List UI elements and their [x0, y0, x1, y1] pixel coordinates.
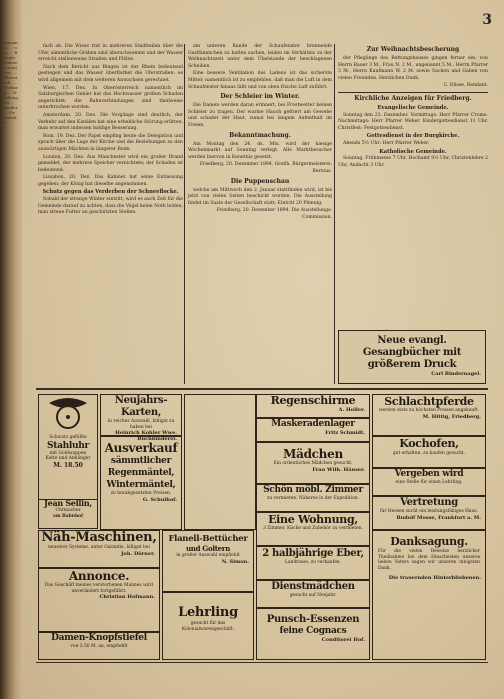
column-divider [334, 44, 335, 384]
ad-signature: Christian Hofmann. [99, 594, 155, 601]
news-paragraph: Eine bessere Ventilation des Ladens ist das sicherste Mittel; namentlich ist zu empfehlen, daß man die Luft in dem Schaufenster hinaus läßt und von oben frische Luft zuführt. [188, 71, 332, 90]
ad-title: Neujahrs-Karten, [114, 395, 168, 418]
section-heading: Schutz gegen das Verderben der Schneeflocke. [42, 189, 179, 196]
ad-title: Stahluhr [47, 440, 89, 451]
ad-signature: Conditorei Hof. [321, 637, 365, 643]
ad-annonce [38, 568, 160, 632]
ad-gesangbuecher [338, 330, 486, 384]
ad-title: Ausverkauf [104, 441, 178, 455]
ad-line: Schwarz gefüllte [49, 435, 87, 440]
ad-title: Vergeben wird [394, 469, 464, 479]
notice-signature: Friedberg, 20. Dezember 1894. Die Ausstellungs-Commission. [216, 208, 332, 220]
ad-title: Damen-Knopfstiefel [51, 633, 147, 643]
binding-text-fragment: enmann, … um … Bürgermeister sondern … Eberstadt … Dieburg … Nedlungen … Kinder … Gemeinde [4, 40, 18, 125]
ad-signature: Fritz Schmidt. [325, 430, 365, 436]
ad-title: 2 halbjährige Eber, [262, 548, 364, 559]
ad-text: eine Stelle für einen Lehrling. [395, 480, 463, 485]
church-subheading: Evangelische Gemeinde. [377, 104, 449, 111]
news-paragraph: London, 20. Dez. Aus Manchester wird ein großer Brand gemeldet, der mehrere Speicher vernichtete; der Schaden ist bedeutend. [38, 154, 183, 173]
ad-ausverkauf [100, 436, 182, 530]
church-heading: Kirchliche Anzeigen für Friedberg. [354, 94, 472, 102]
news-paragraph: Amsterdam, 20. Dez. Die Vorgänge sind deutlich, der Verkehr auf den Kanälen hat eine erhebliche Störung erlitten, man erwartet indessen baldige Besserung. [38, 112, 183, 132]
ad-title: Danksagung. [390, 535, 468, 548]
news-paragraph: fach ab. Die Wiese trat in mehreren Stadtteilen über die Ufer, sämmtliche Gräben sind überschwemmt und der Wasser erreicht stellenweise Straßen und Plätze. [38, 44, 183, 63]
ad-text: neuester Systeme, unter Garantie, billigst bei [48, 545, 150, 550]
church-subheading: Gottesdienst in der Burgkirche. [366, 133, 460, 140]
ad-naehmaschinen [38, 530, 160, 568]
notice-signature: C. Düsse, Rendant. [443, 83, 488, 89]
ad-title: Schlachtpferde [384, 395, 474, 408]
notice-heading: Die Puppenschau [230, 177, 290, 185]
ad-signature: G. Schulhof. [142, 496, 177, 503]
church-subheading: Katholische Gemeinde. [379, 148, 447, 155]
ad-signature: A. Holler. [338, 407, 365, 413]
notice-text: Am Montag den 24. ds. Mts. wird der hiesige Wochenmarkt auf Sonntag verlegt. Alle Marktbesucher werden hiervon in Kenntnis gesetzt. [188, 141, 332, 160]
notice-signature: Friedberg, 20. Dezember 1894. Großh. Bürgermeisterei: Bernius. [199, 162, 332, 174]
ad-text: werden stets zu höchsten Preisen angekauft. [378, 408, 480, 413]
ad-subtitle: und Goltern [186, 544, 230, 553]
news-paragraph: am unteren Rande der Schaufenster brennende Gasflämmchen zu halten suchen, leiden im Verhältnis zu der Weihnachtszeit unter dem Übelstande der beschlagenen Scheiben. [188, 44, 332, 69]
ad-price: M. 18.50 [53, 461, 83, 469]
ad-kochofen [372, 436, 486, 468]
ad-text: gesucht auf Neujahr. [289, 593, 337, 598]
ad-line: am Bahnhof [53, 513, 83, 519]
ad-maskeraden [256, 418, 370, 442]
news-paragraph: Nach dem Bericht aus Bingen ist der Rhein bedeutend gestiegen und das Wasser überfluthet die Uferstraßen; es wird allgemein mit dem weiteren Anwachsen gerechnet. [38, 64, 183, 83]
ad-text: Für die vielen Beweise herzlicher Theilnahme bei dem Hinscheiden unseres lieben Vaters sagen wir unseren innigsten Dank. [378, 549, 480, 571]
ad-flanell [162, 530, 254, 592]
church-text: Abends 5½ Uhr: Herr Pfarrer Weber. [343, 140, 430, 146]
ad-dienstmaedchen [256, 580, 370, 608]
news-paragraph: Lissabon, 20. Dez. Das Kabinet hat seine Entlassung gegeben; der König hat dieselbe angenommen. [38, 175, 183, 187]
news-paragraph: Rom, 19. Dez. Der Papst empfing heute die Delegation und sprach über die Lage der Kirche und die Beziehungen zu den auswärtigen Mächten in längerer Rede. [38, 133, 183, 152]
bottom-rule [36, 662, 488, 663]
ad-column-c-spacer [184, 394, 256, 530]
notice-text: welche am Mittwoch den 2. Januar stattfinden wird, ist bis jetzt von vielen Seiten beschickt worden. Die Ausstellung findet im Saale der Gesellschaft statt; Eintritt 20 Pfennig. [188, 187, 332, 206]
ad-text: zu herabgesetzten Preisen. [110, 491, 172, 496]
ad-eber [256, 546, 370, 580]
ad-title: Annonce. [68, 569, 130, 583]
church-text: Sonntag, Frühmesse 7 Uhr, Hochamt 9½ Uhr, Christenlehre 2 Uhr, Andacht 3 Uhr. [338, 156, 488, 168]
ad-text: in großer Auswahl empfiehlt [176, 553, 240, 558]
ad-title: Punsch-Essenzen [266, 614, 360, 625]
ad-signature: Rudolf Mosse, Frankfurt a. M. [396, 514, 481, 521]
ad-title: Mädchen [283, 447, 343, 461]
article-text: Die Damen werden daran erinnert, bei Frostwetter keinen Schleier zu tragen. Der warme Hauch gefriert am Gewebe und schadet der Haut, zumal bei langem Aufenthalt im Freien. [188, 103, 332, 128]
divider [338, 92, 488, 93]
ad-text: Das Geschäft meines verstorbenen Mannes wird unverändert fortgeführt. [44, 583, 154, 594]
binding-edge [0, 0, 22, 699]
notice-heading: Bekanntmachung. [229, 131, 291, 139]
ad-vergeben [372, 468, 486, 496]
ad-text: gesucht für das Kolonialwarengeschäft. [181, 621, 235, 632]
ad-title: Näh-Maschinen, [41, 530, 157, 545]
newspaper-sheet [22, 0, 504, 699]
news-paragraph: Wien, 17. Dez. In Oberösterreich namentlich im Salzburgischen Gebiet hat das Hochwasser großen Schaden angerichtet; die Bahnverbindungen sind theilweise unterbrochen worden. [38, 85, 183, 111]
ad-title: Dienstmädchen [271, 581, 355, 592]
ad-text: 3 Zimmer, Küche und Zubehör zu vermieten. [263, 526, 363, 531]
ad-signature: Joh. Dörner. [121, 550, 155, 557]
ad-vertretung [372, 496, 486, 530]
ad-title: Schön möbl. Zimmer [263, 485, 363, 495]
ad-signature: M. Hittig, Friedberg. [422, 413, 481, 420]
ads-divider [36, 388, 488, 390]
ad-maedchen [256, 442, 370, 484]
column-notices [338, 44, 488, 364]
ad-title: Neue evangl. Gesangbücher mit größerem Druck [362, 335, 462, 370]
ad-title: Flanell-Bettücher [168, 534, 248, 544]
ad-subtitle: feine Cognacs [279, 626, 347, 636]
ad-signature: Heinrich Kohler Wwe. Buchbinderei. [115, 430, 177, 443]
column-news-2 [188, 44, 332, 344]
ad-text: Ein ordentliches Mädchen gesucht. [273, 461, 353, 466]
ad-title: Eine Wohnung, [268, 513, 358, 526]
ad-signature: Carl Bindernagel. [431, 371, 481, 377]
page-number: 3 [482, 12, 492, 28]
ad-title: Regenschirme [270, 394, 356, 407]
ad-text: gut erhalten, zu kaufen gesucht. [392, 451, 466, 456]
ad-title: Maskeradenlager [271, 419, 355, 429]
ad-text: von 3.50 M. an, empfiehlt [70, 644, 128, 649]
column-news-1 [38, 44, 183, 344]
ad-lehrling [162, 592, 254, 660]
section-text: Sobald der strenge Winter eintritt, wird es auch Zeit für die Gemeinde darauf zu achten, dass die Vögel keine Noth leiden; man streue Futter an geschützten Stellen. [38, 197, 183, 216]
ad-text: in reicher Auswahl, billigst zu haben bei [107, 419, 175, 430]
ad-punsch [256, 608, 370, 660]
ad-title: Lehrling [178, 605, 238, 620]
column-divider [184, 44, 185, 384]
ad-title: Kochofen, [399, 437, 459, 450]
ad-wohnung [256, 512, 370, 546]
pocket-watch-icon [39, 395, 97, 431]
ad-sellin [38, 498, 98, 529]
ad-signature: Die trauernden Hinterbliebenen. [388, 575, 481, 582]
notice-heading: Zur Weihnachtsbescherung [366, 46, 460, 53]
ad-text: Landrasse, zu verkaufen. [284, 560, 342, 565]
ad-text: zu vermieten. Näheres in der Expedition. [267, 496, 359, 501]
ad-line: Kette und Anhänger [45, 456, 91, 462]
ad-regenschirme [256, 394, 370, 418]
notice-text: der Pfleglinge des Rettungshauses gingen ferner ein: von Herrn Bauer 3 M., Frau N. 2 M., ungenannt 5 M., Herrn Pfarrer 3 M., Herrn Kaufmann W. 2 M. sowie Sachen und Gaben von vielen Freunden. Herzlichen Dank. [338, 56, 488, 81]
ad-line: mit Goldwappen [49, 450, 87, 456]
ad-subtitle: sämmtlicher Regenmäntel, Wintermäntel, [106, 456, 176, 490]
ad-signature: N. Simon. [221, 558, 249, 565]
ad-stahluhr [38, 394, 98, 500]
ad-knopfstiefel [38, 632, 160, 660]
ad-schlachtpferde [372, 394, 486, 436]
ad-signature: Frau Wilh. Häuser. [312, 466, 365, 473]
article-heading: Der Schleier im Winter. [220, 93, 300, 101]
ad-text: für Hessen sucht ein leistungsfähiges Haus. [379, 509, 479, 514]
ad-line: Uhrmacher [55, 508, 81, 513]
ad-danksagung [372, 530, 486, 660]
ad-neujahrskarten [100, 394, 182, 443]
church-text: Sonntag den 23. Dezember. Vormittags: Herr Pfarrer Crome. Nachmittags: Herr Pfarrer Weber. Kindergottesdienst 11 Uhr. Christfest: Festgottesdienst. [338, 112, 488, 131]
ad-title: Vertretung [400, 497, 458, 508]
ad-title: Jean Sellin, [44, 498, 92, 508]
ad-zimmer [256, 484, 370, 512]
